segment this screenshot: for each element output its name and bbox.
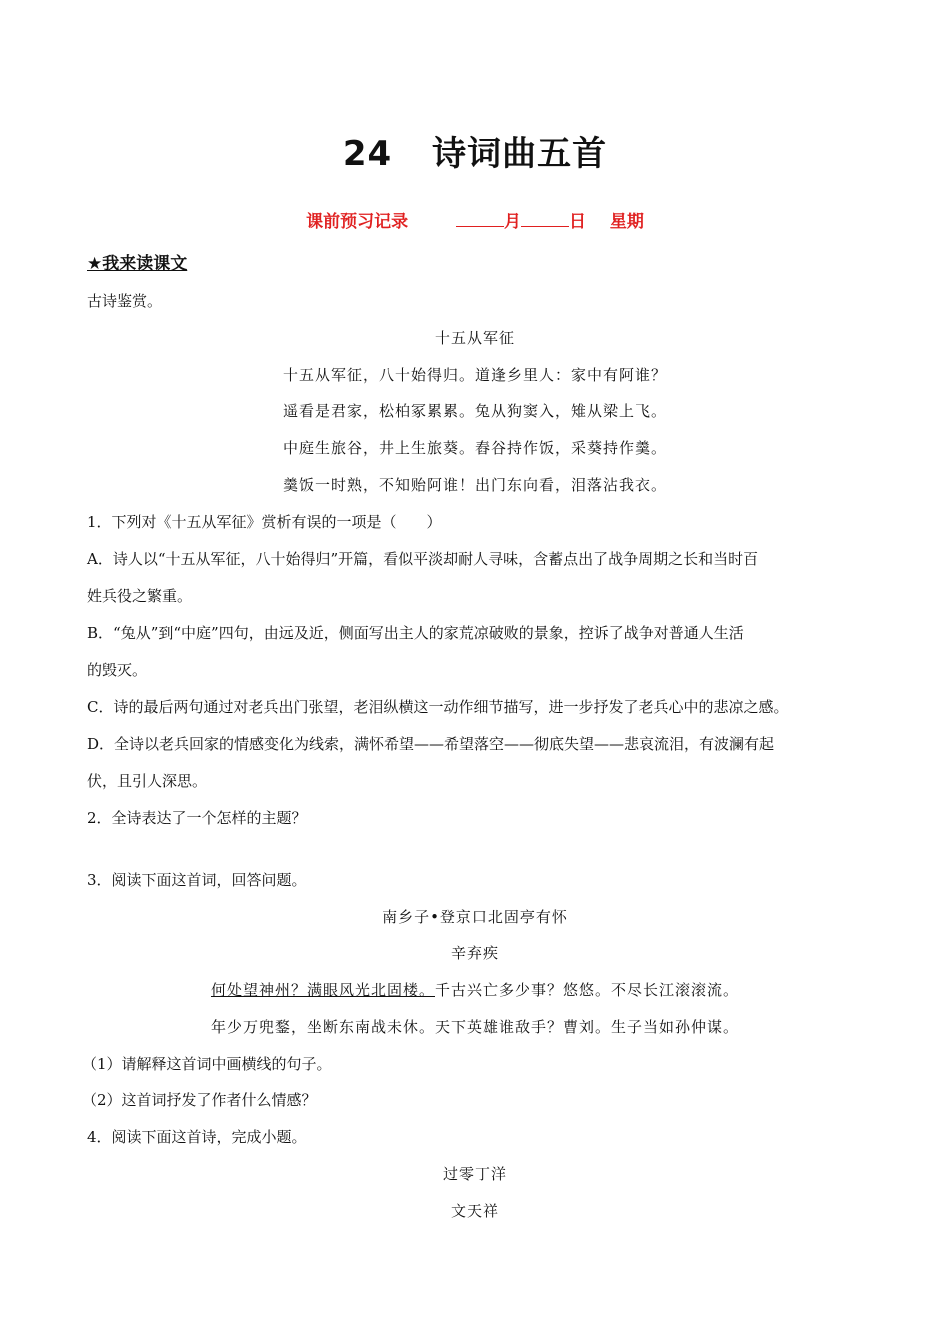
day-blank[interactable] (521, 210, 569, 227)
poem1-line: 羹饭一时熟，不知贻阿谁！出门东向看，泪落沾我衣。 (282, 476, 667, 494)
lesson-number: 24 (342, 134, 393, 174)
month-label: 月 (504, 212, 521, 232)
month-blank[interactable] (456, 210, 504, 227)
question-4-stem: 4．阅读下面这首诗，完成小题。 (87, 1128, 307, 1146)
question-2-stem: 2．全诗表达了一个怎样的主题？ (87, 809, 307, 827)
section-heading: ★我来读课文 (87, 254, 188, 274)
poem1-line: 十五从军征，八十始得归。道逢乡里人：家中有阿谁？ (282, 366, 667, 384)
underlined-sentence: 何处望神州？满眼风光北固楼。 (210, 981, 435, 999)
option-d[interactable]: D．全诗以老兵回家的情感变化为线索，满怀希望——希望落空——彻底失望——悲哀流泪，有波澜有起 (87, 735, 775, 753)
option-b[interactable]: B．“兔从”到“中庭”四句，由远及近，侧面写出主人的家荒凉破败的景象，控诉了战争对普通人生活 (87, 624, 744, 642)
preview-record-line (0, 207, 950, 232)
option-a-cont: 姓兵役之繁重。 (87, 587, 193, 605)
option-d-cont: 伏，且引人深思。 (87, 772, 208, 790)
intro-text: 古诗鉴赏。 (87, 292, 163, 310)
poem2-title: 南乡子•登京口北固亭有怀 (382, 908, 568, 926)
question-3-sub-1: （1）请解释这首词中画横线的句子。 (82, 1055, 332, 1073)
question-3-sub-2: （2）这首词抒发了作者什么情感？ (82, 1091, 317, 1109)
record-label: 课前预习记录 (306, 212, 409, 232)
lesson-title: 诗词曲五首 (432, 134, 608, 174)
question-3-stem: 3．阅读下面这首词，回答问题。 (87, 871, 307, 889)
poem2-line-rest: 千古兴亡多少事？悠悠。不尽长江滚滚流。 (435, 981, 740, 999)
question-1-stem: 1．下列对《十五从军征》赏析有误的一项是（ ） (87, 513, 442, 531)
poem3-author: 文天祥 (450, 1202, 499, 1220)
poem2-author: 辛弃疾 (450, 944, 499, 962)
poem2-line (0, 979, 950, 1000)
option-b-cont: 的毁灭。 (87, 661, 148, 679)
poem3-title: 过零丁洋 (442, 1165, 507, 1183)
poem1-line: 中庭生旅谷，井上生旅葵。舂谷持作饭，采葵持作羹。 (282, 439, 667, 457)
weekday-label: 星期 (609, 212, 644, 232)
poem1-title: 十五从军征 (434, 329, 515, 347)
option-a[interactable]: A．诗人以“十五从军征，八十始得归”开篇，看似平淡却耐人寻味，含蓄点出了战争周期之长和当时百 (87, 550, 759, 568)
poem2-line: 年少万兜鍪，坐断东南战未休。天下英雄谁敌手？曹刘。生子当如孙仲谋。 (210, 1018, 739, 1036)
page-title (0, 126, 950, 175)
day-label: 日 (569, 212, 586, 232)
poem1-line: 遥看是君家，松柏冢累累。兔从狗窦入，雉从梁上飞。 (282, 402, 667, 420)
option-c[interactable]: C．诗的最后两句通过对老兵出门张望，老泪纵横这一动作细节描写，进一步抒发了老兵心中的悲凉之感。 (87, 698, 789, 716)
